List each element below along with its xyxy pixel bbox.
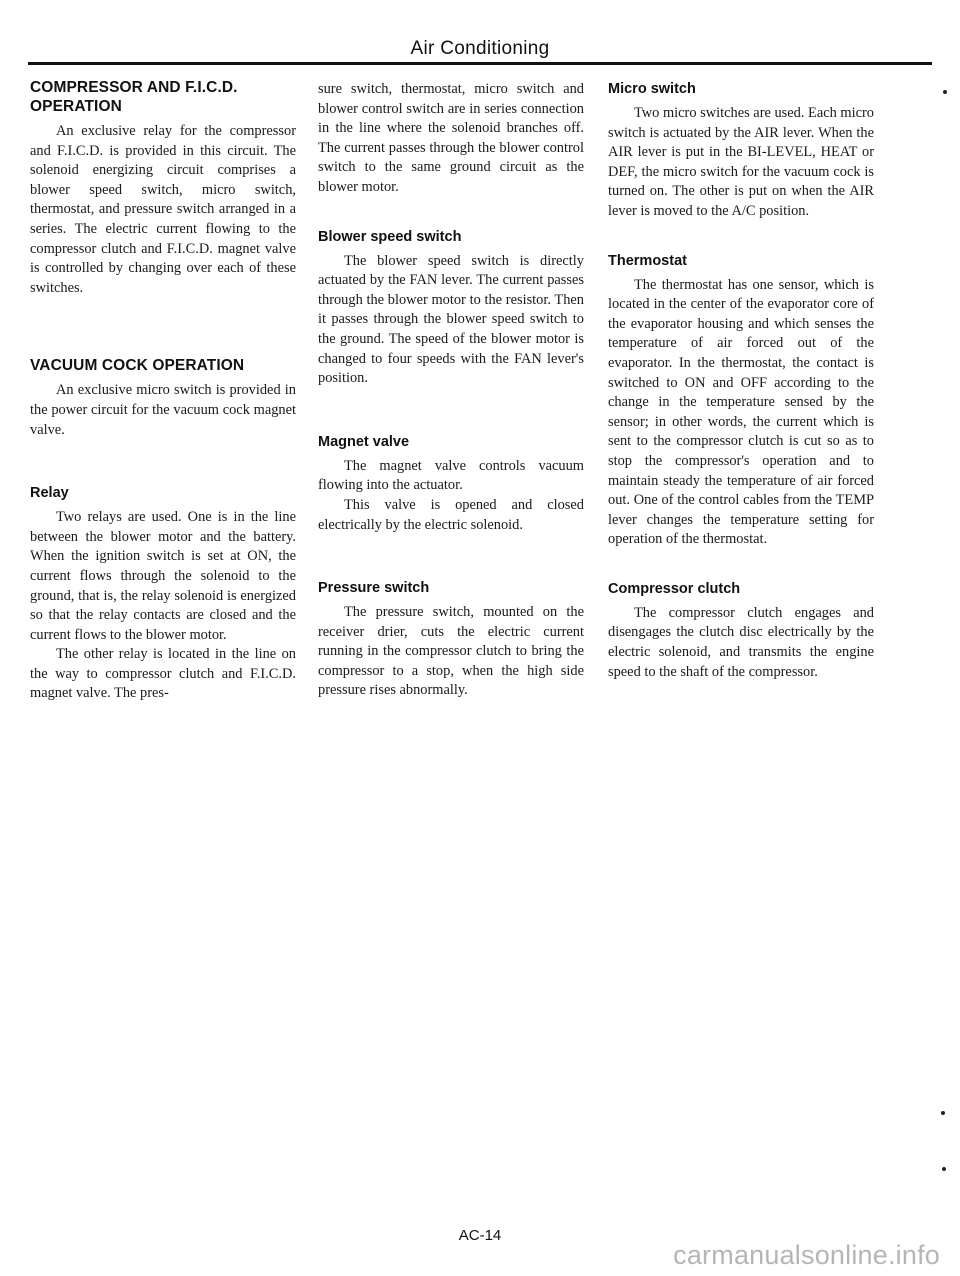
paragraph-magnet-valve-2: This valve is opened and closed electrically by the electric solenoid. [318, 496, 584, 533]
column-left [30, 78, 296, 704]
paragraph-compressor-ficd: An exclusive relay for the compressor and F.I.C.D. is provided in this circuit. The solenoid energizing circuit comprises a blower speed switch, micro switch, thermostat, and pressure switch arranged in a series. The electric current flowing to the compressor clutch and F.I.C.D. magnet valve is controlled by changing over each of these switches. [30, 123, 296, 296]
subsection-title-magnet-valve: Magnet valve [318, 433, 410, 450]
paragraph-thermostat: The thermostat has one sensor, which is located in the center of the evaporator core of the evaporator housing and which senses the temperature of air forced out of the evaporator. In the thermostat, the contact is switched to ON and OFF according to the change in the temperature sensed by the sensor; in other words, the current which is sent to the compressor clutch is cut so as to stop the compressor's operation and to maintain steady the temperature of air forced out. One of the control cables from the TEMP lever changes the temperature setting for operation of the thermostat. [608, 276, 874, 548]
scan-speck [941, 1111, 945, 1115]
scan-speck [943, 90, 947, 94]
subsection-title-compressor-clutch: Compressor clutch [608, 580, 741, 597]
page-title: Air Conditioning [410, 38, 550, 59]
subsection-title-pressure-switch: Pressure switch [318, 580, 430, 597]
paragraph-continued: sure switch, thermostat, micro switch and blower control switch are in series connection in the line where the solenoid branches off. The current passes through the blower control switch to the same ground circuit as the blower motor. [318, 81, 584, 195]
subsection-title-relay: Relay [30, 485, 69, 502]
column-right [608, 80, 874, 682]
subsection-title-micro-switch: Micro switch [608, 81, 696, 97]
watermark: carmanualsonline.info [673, 1240, 940, 1270]
section-title-compressor-ficd: COMPRESSOR AND F.I.C.D. OPERATION [30, 79, 238, 115]
paragraph-relay-1: Two relays are used. One is in the line between the blower motor and the battery. When the ignition switch is set at ON, the current flows through the solenoid to the ground, that is, the relay solenoid is energized so that the relay contacts are closed and the current flows to the blower motor. [30, 509, 296, 643]
column-middle [318, 80, 584, 701]
paragraph-pressure-switch: The pressure switch, mounted on the receiver drier, cuts the electric current running in the compressor clutch to bring the compressor to a stop, when the high side pressure rises abnormally. [318, 604, 584, 699]
header-rule [28, 62, 932, 65]
paragraph-vacuum-cock: An exclusive micro switch is provided in the power circuit for the vacuum cock magnet valve. [30, 382, 296, 438]
paragraph-blower-speed-switch: The blower speed switch is directly actuated by the FAN lever. The current passes through the blower motor to the resistor. Then it passes through the blower speed switch to the ground. The speed of the blower motor is changed to four speeds with the FAN lever's position. [318, 252, 584, 387]
paragraph-relay-2: The other relay is located in the line on the way to compressor clutch and F.I.C.D. magnet valve. The pres- [30, 646, 296, 702]
section-title-vacuum-cock: VACUUM COCK OPERATION [30, 357, 245, 375]
paragraph-compressor-clutch: The compressor clutch engages and disengages the clutch disc electrically by the electric solenoid, and transmits the engine speed to the shaft of the compressor. [608, 604, 874, 680]
subsection-title-thermostat: Thermostat [608, 252, 687, 269]
subsection-title-blower-speed-switch: Blower speed switch [318, 228, 462, 245]
paragraph-micro-switch: Two micro switches are used. Each micro switch is actuated by the AIR lever. When the AIR lever is put in the BI-LEVEL, HEAT or DEF, the micro switch for the vacuum cock is turned on. The other is put on when the AIR lever is moved to the A/C position. [608, 105, 874, 219]
page-number: AC-14 [458, 1227, 502, 1244]
paragraph-magnet-valve-1: The magnet valve controls vacuum flowing into the actuator. [318, 457, 584, 494]
scan-speck [942, 1167, 946, 1171]
